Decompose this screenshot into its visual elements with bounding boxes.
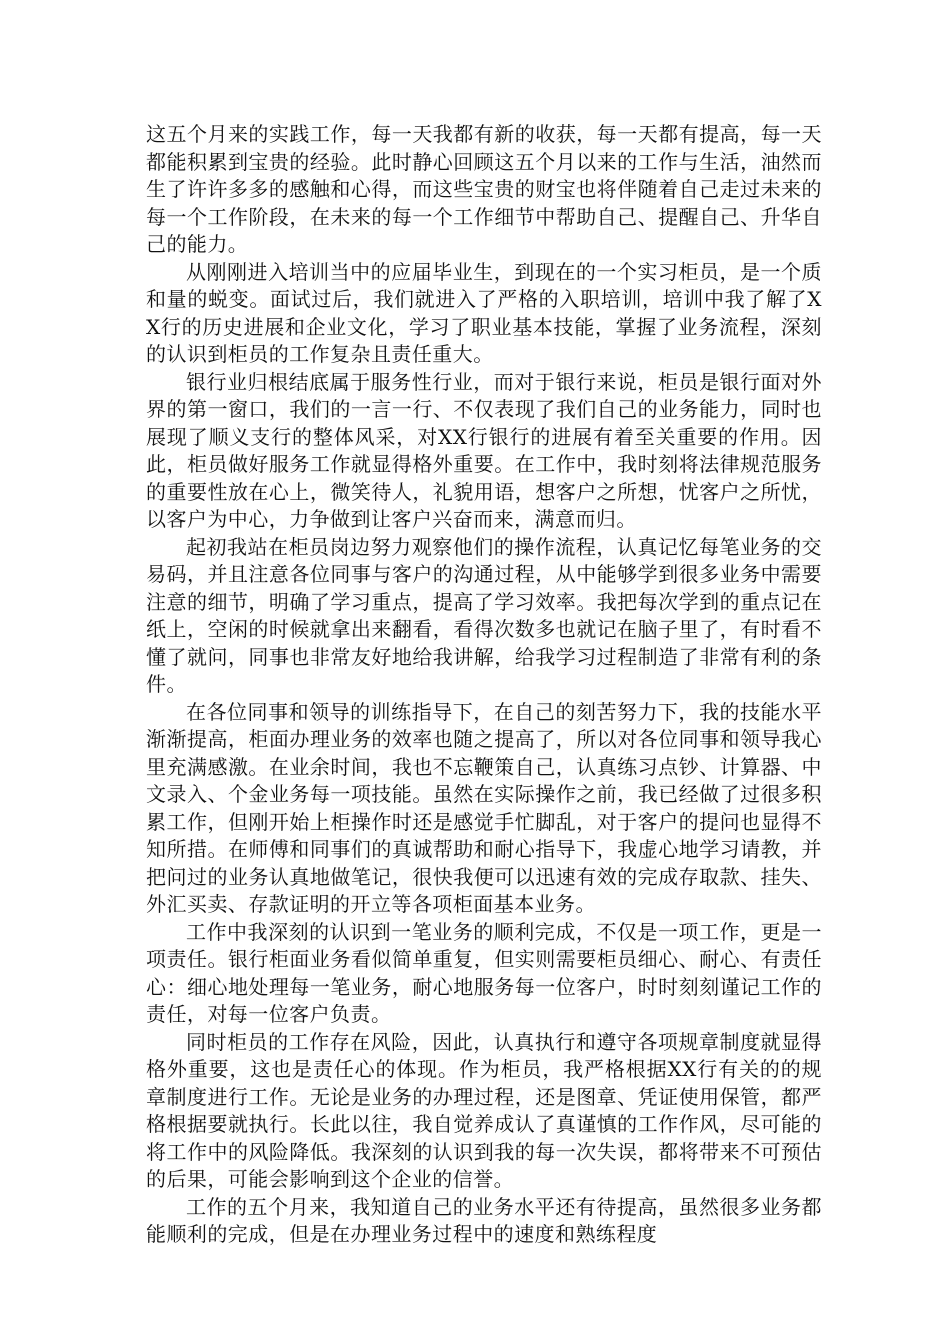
paragraph-5: 在各位同事和领导的训练指导下，在自己的刻苦努力下，我的技能水平渐渐提高，柜面办理业务的效率也随之提高了，所以对各位同事和领导我心里充满感激。在业余时间，我也不忘鞭策自己，认真练习点钞、计算器、中文录入、个金业务每一项技能。虽然在实际操作之前，我已经做了过很多积累工作，但刚开始上柜操作时还是感觉手忙脚乱，对于客户的提问也显得不知所措。在师傅和同事们的真诚帮助和耐心指导下，我虚心地学习请教，并把问过的业务认真地做笔记，很快我便可以迅速有效的完成存取款、挂失、外汇买卖、存款证明的开立等各项柜面基本业务。	[146, 699, 822, 916]
document-body	[146, 121, 822, 1249]
paragraph-4: 起初我站在柜员岗边努力观察他们的操作流程，认真记忆每笔业务的交易码，并且注意各位同事与客户的沟通过程，从中能够学到很多业务中需要注意的细节，明确了学习重点，提高了学习效率。我把每次学到的重点记在纸上，空闲的时候就拿出来翻看，看得次数多也就记在脑子里了，有时看不懂了就问，同事也非常友好地给我讲解，给我学习过程制造了非常有利的条件。	[146, 534, 822, 696]
paragraph-1: 这五个月来的实践工作，每一天我都有新的收获，每一天都有提高，每一天都能积累到宝贵的经验。此时静心回顾这五个月以来的工作与生活，油然而生了许许多多的感触和心得，而这些宝贵的财宝也将伴随着自己走过未来的每一个工作阶段，在未来的每一个工作细节中帮助自己、提醒自己、升华自己的能力。	[146, 122, 822, 256]
paragraph-7: 同时柜员的工作存在风险，因此，认真执行和遵守各项规章制度就显得格外重要，这也是责任心的体现。作为柜员，我严格根据XX行有关的的规章制度进行工作。无论是业务的办理过程，还是图章、凭证使用保管，都严格根据要就执行。长此以往，我自觉养成认了真谨慎的工作作风，尽可能的将工作中的风险降低。我深刻的认识到我的每一次失误，都将带来不可预估的后果，可能会影响到这个企业的信誉。	[146, 1029, 822, 1191]
paragraph-8: 工作的五个月来，我知道自己的业务水平还有待提高，虽然很多业务都能顺利的完成，但是在办理业务过程中的速度和熟练程度	[146, 1194, 822, 1246]
paragraph-2: 从刚刚进入培训当中的应届毕业生，到现在的一个实习柜员，是一个质和量的蜕变。面试过后，我们就进入了严格的入职培训，培训中我了解了XX行的历史进展和企业文化，学习了职业基本技能，掌握了业务流程，深刻的认识到柜员的工作复杂且责任重大。	[146, 259, 822, 366]
paragraph-3: 银行业归根结底属于服务性行业，而对于银行来说，柜员是银行面对外界的第一窗口，我们的一言一行、不仅表现了我们自己的业务能力，同时也展现了顺义支行的整体风采，对XX行银行的进展有着至关重要的作用。因此，柜员做好服务工作就显得格外重要。在工作中，我时刻将法律规范服务的重要性放在心上，微笑待人，礼貌用语，想客户之所想，忧客户之所忧，以客户为中心，力争做到让客户兴奋而来，满意而归。	[146, 369, 822, 531]
paragraph-6: 工作中我深刻的认识到一笔业务的顺利完成，不仅是一项工作，更是一项责任。银行柜面业务看似简单重复，但实则需要柜员细心、耐心、有责任心：细心地处理每一笔业务，耐心地服务每一位客户，时时刻刻谨记工作的责任，对每一位客户负责。	[146, 919, 822, 1026]
